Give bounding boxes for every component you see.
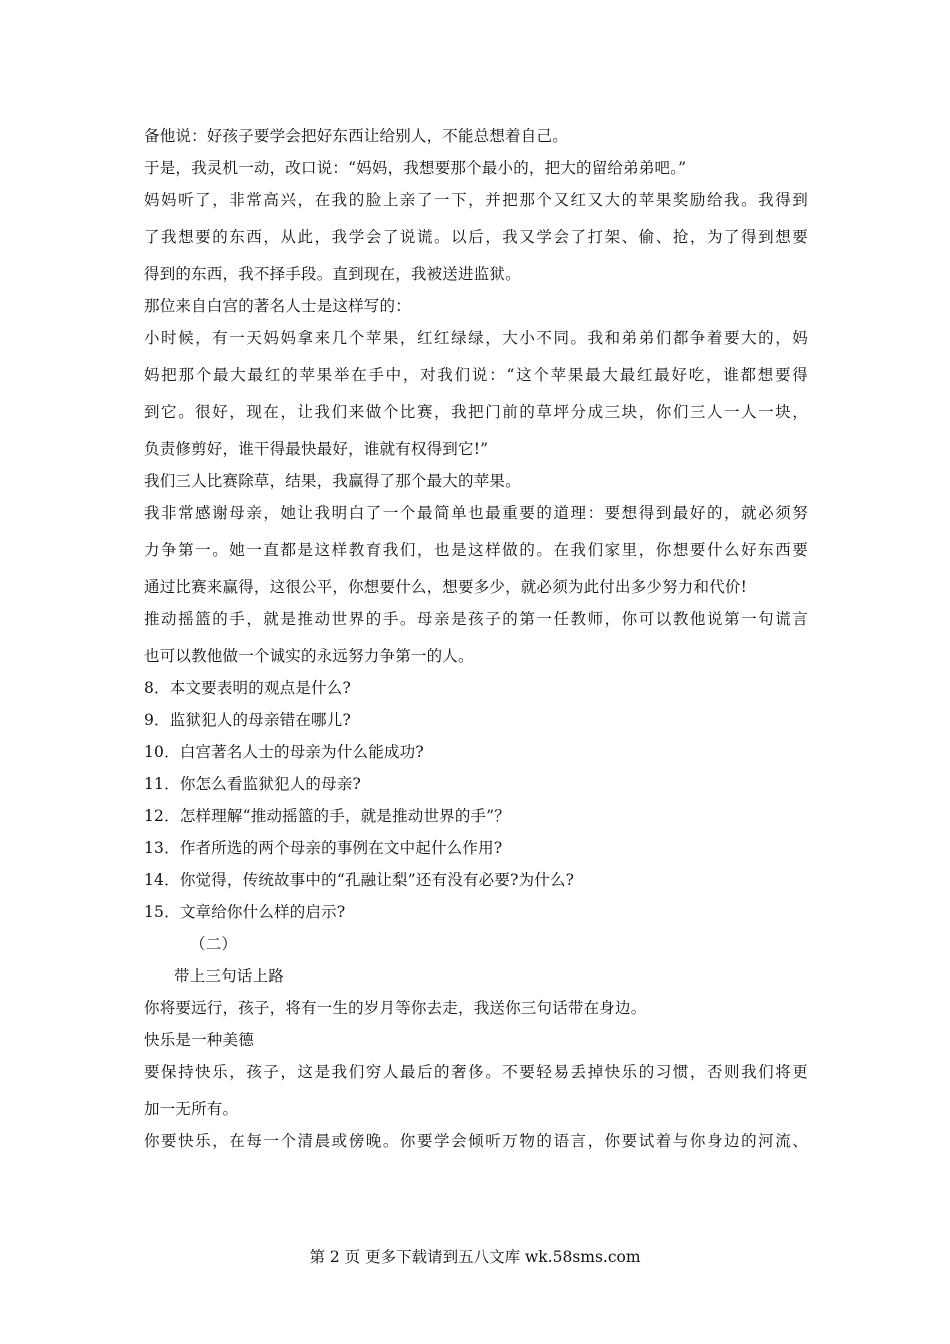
text-line: 12．怎样理解“推动摇篮的手，就是推动世界的手”？: [144, 807, 511, 825]
text-line: 负责修剪好，谁干得最快最好，谁就有权得到它!”: [144, 440, 489, 458]
text-line: 带上三句话上路: [174, 967, 284, 985]
text-line: 得到的东西，我不择手段。直到现在，我被送进监狱。: [144, 265, 521, 283]
text-line: 小时候，有一天妈妈拿来几个苹果，红红绿绿，大小不同。我和弟弟们都争着要大的，妈: [144, 329, 808, 347]
text-line: 于是，我灵机一动，改口说：“妈妈，我想要那个最小的，把大的留给弟弟吧。”: [144, 159, 687, 177]
text-line: 那位来自白宫的著名人士是这样写的：: [144, 297, 411, 315]
page-footer: 第 2 页 更多下载请到五八文库 wk.58sms.com: [309, 1248, 641, 1266]
text-line: 推动摇篮的手，就是推动世界的手。母亲是孩子的第一任教师，你可以教他说第一句谎言: [144, 610, 808, 628]
text-line: 加一无所有。: [144, 1100, 239, 1118]
text-line: （二）: [190, 935, 238, 953]
document-body: [144, 123, 808, 1154]
text-line: 了我想要的东西，从此，我学会了说谎。以后，我又学会了打架、偷、抢，为了得到想要: [144, 228, 808, 246]
text-line: 你将要远行，孩子，将有一生的岁月等你去走，我送你三句话带在身边。: [144, 999, 647, 1017]
text-line: 妈妈听了，非常高兴，在我的脸上亲了一下，并把那个又红又大的苹果奖励给我。我得到: [144, 191, 808, 209]
text-line: 14．你觉得，传统故事中的“孔融让梨”还有没有必要?为什么?: [144, 871, 575, 889]
text-line: 8．本文要表明的观点是什么?: [144, 679, 351, 697]
text-line: 妈把那个最大最红的苹果举在手中，对我们说：“这个苹果最大最红最好吃，谁都想要得: [144, 366, 808, 384]
text-line: 13．作者所选的两个母亲的事例在文中起什么作用?: [144, 839, 503, 857]
text-line: 你要快乐，在每一个清晨或傍晚。你要学会倾听万物的语言，你要试着与你身边的河流、: [144, 1132, 808, 1150]
text-line: 到它。很好，现在，让我们来做个比赛，我把门前的草坪分成三块，你们三人一人一块，: [144, 403, 808, 421]
text-line: 9．监狱犯人的母亲错在哪儿?: [144, 711, 351, 729]
text-line: 10．白宫著名人士的母亲为什么能成功?: [144, 743, 424, 761]
text-line: 备他说：好孩子要学会把好东西让给别人，不能总想着自己。: [144, 127, 568, 145]
text-line: 快乐是一种美德: [144, 1031, 254, 1049]
text-line: 也可以教他做一个诚实的永远努力争第一的人。: [144, 647, 474, 665]
text-line: 我非常感谢母亲，她让我明白了一个最简单也最重要的道理：要想得到最好的，就必须努: [144, 504, 808, 522]
text-line: 力争第一。她一直都是这样教育我们，也是这样做的。在我们家里，你想要什么好东西要: [144, 541, 808, 559]
text-line: 11．你怎么看监狱犯人的母亲?: [144, 775, 362, 793]
text-line: 通过比赛来赢得，这很公平，你想要什么，想要多少，就必须为此付出多少努力和代价!: [144, 578, 748, 596]
text-line: 要保持快乐，孩子，这是我们穷人最后的奢侈。不要轻易丢掉快乐的习惯，否则我们将更: [144, 1063, 808, 1081]
text-line: 我们三人比赛除草，结果，我赢得了那个最大的苹果。: [144, 472, 521, 490]
text-line: 15．文章给你什么样的启示?: [144, 903, 346, 921]
